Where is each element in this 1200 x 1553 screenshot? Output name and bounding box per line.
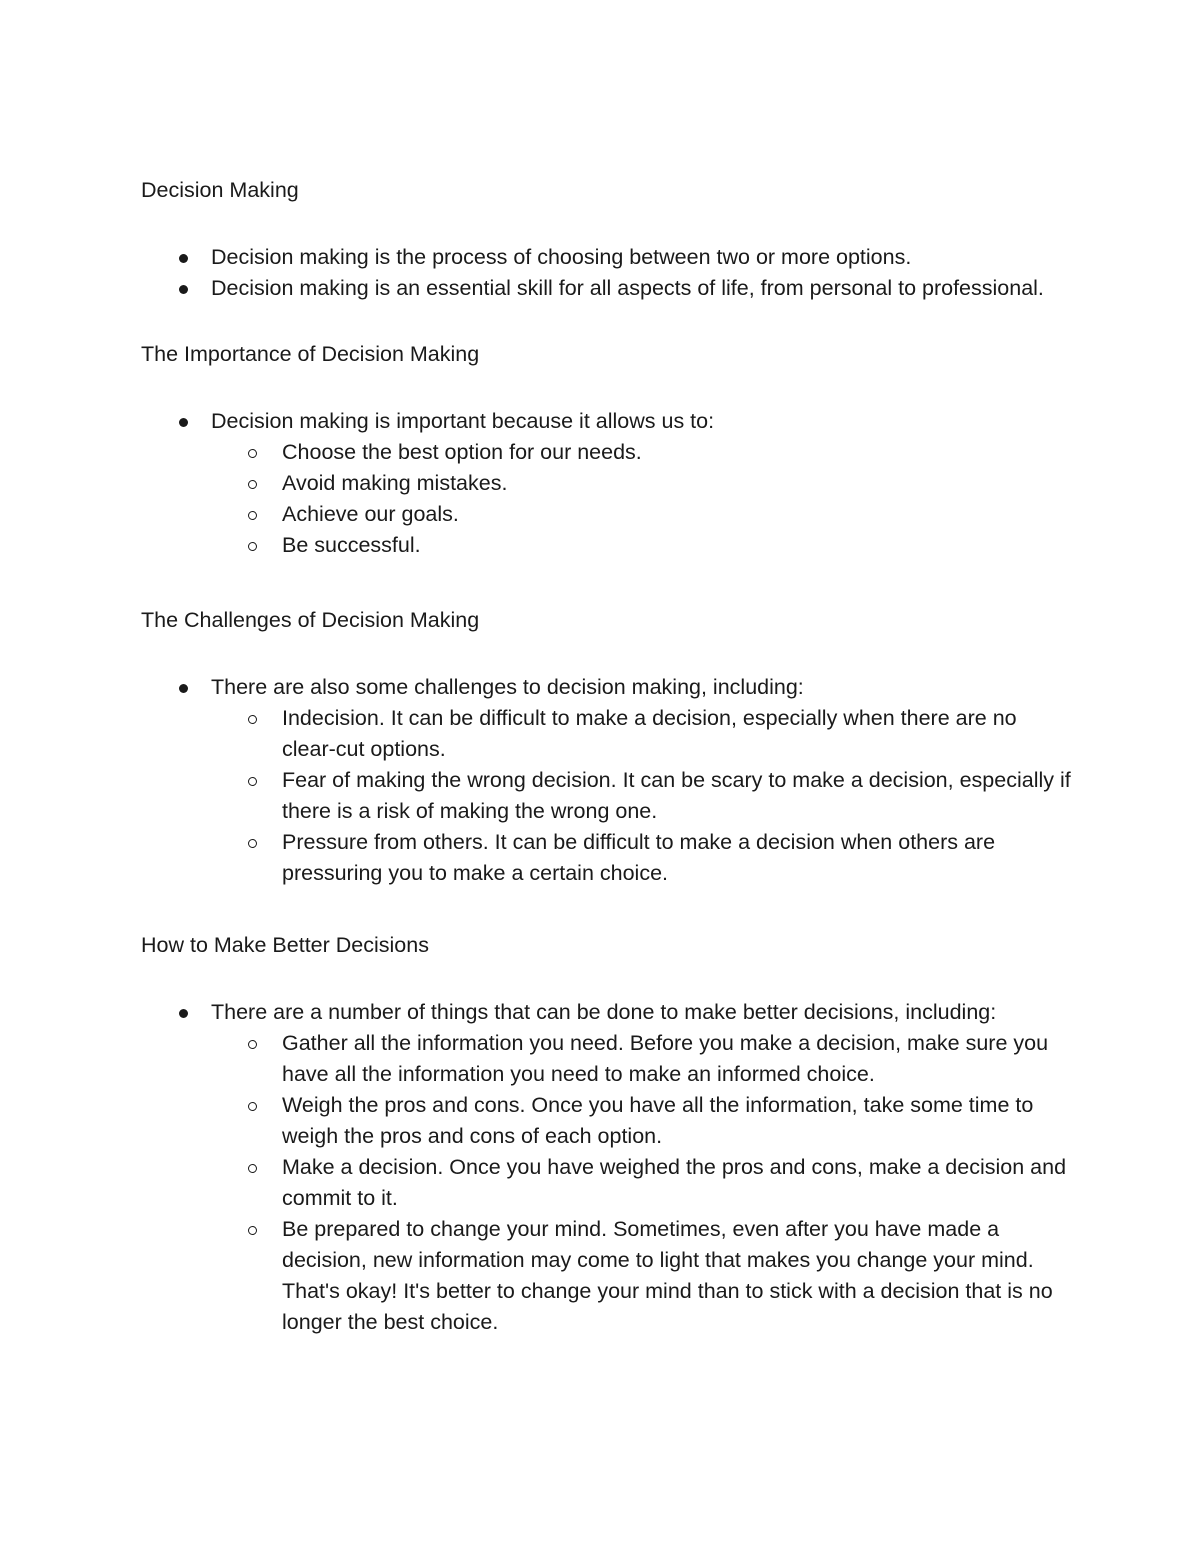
hollow-bullet-icon: [248, 839, 257, 848]
hollow-bullet-icon: [248, 1102, 257, 1111]
sub-list-item: [282, 1028, 1071, 1090]
sub-list-item-text: Be prepared to change your mind. Sometimes, even after you have made a decision, new information may come to light that makes you change your mind. That's okay! It's better to change your mind than to stick with a decision that is no longer the best choice.: [282, 1217, 1053, 1334]
sub-bullet-list: [211, 1028, 1071, 1338]
hollow-bullet-icon: [248, 480, 257, 489]
list-item-text: Decision making is important because it allows us to:: [211, 409, 715, 433]
sub-list-item-text: Fear of making the wrong decision. It can be scary to make a decision, especially if there is a risk of making the wrong one.: [282, 768, 1071, 823]
sub-list-item-text: Be successful.: [282, 533, 421, 557]
bullet-list: [141, 672, 1071, 889]
sub-list-item: [282, 468, 1071, 499]
hollow-bullet-icon: [248, 1226, 257, 1235]
sub-list-item: [282, 1152, 1071, 1214]
sub-list-item-text: Choose the best option for our needs.: [282, 440, 642, 464]
sub-list-item: [282, 499, 1071, 530]
list-item: [211, 242, 1071, 273]
sub-list-item: [282, 703, 1071, 765]
hollow-bullet-icon: [248, 715, 257, 724]
bullet-list: [141, 997, 1071, 1338]
sub-list-item-text: Avoid making mistakes.: [282, 471, 508, 495]
sub-list-item-text: Indecision. It can be difficult to make a decision, especially when there are no clear-cut options.: [282, 706, 1017, 761]
document-page: [141, 175, 1071, 1338]
list-item: [211, 672, 1071, 889]
sub-list-item: [282, 1090, 1071, 1152]
hollow-bullet-icon: [248, 777, 257, 786]
filled-bullet-icon: [179, 418, 188, 427]
section-heading-challenges: The Challenges of Decision Making: [141, 608, 480, 632]
section-heading-decision-making: Decision Making: [141, 178, 299, 202]
filled-bullet-icon: [179, 1009, 188, 1018]
list-item-text: There are also some challenges to decision making, including:: [211, 675, 804, 699]
filled-bullet-icon: [179, 254, 188, 263]
filled-bullet-icon: [179, 285, 188, 294]
sub-list-item-text: Gather all the information you need. Before you make a decision, make sure you have all the information you need to make an informed choice.: [282, 1031, 1049, 1086]
bullet-list: [141, 242, 1071, 304]
hollow-bullet-icon: [248, 542, 257, 551]
bullet-list: [141, 406, 1071, 561]
hollow-bullet-icon: [248, 1164, 257, 1173]
sub-bullet-list: [211, 703, 1071, 889]
sub-list-item-text: Weigh the pros and cons. Once you have all the information, take some time to weigh the pros and cons of each option.: [282, 1093, 1034, 1148]
section-heading-importance: The Importance of Decision Making: [141, 342, 480, 366]
list-item: [211, 406, 1071, 561]
sub-list-item: [282, 1214, 1071, 1338]
sub-list-item-text: Pressure from others. It can be difficult to make a decision when others are pressuring you to make a certain choice.: [282, 830, 996, 885]
filled-bullet-icon: [179, 684, 188, 693]
section-heading-better-decisions: How to Make Better Decisions: [141, 933, 429, 957]
sub-list-item: [282, 437, 1071, 468]
sub-bullet-list: [211, 437, 1071, 561]
hollow-bullet-icon: [248, 1040, 257, 1049]
sub-list-item: [282, 530, 1071, 561]
sub-list-item: [282, 765, 1071, 827]
sub-list-item-text: Make a decision. Once you have weighed the pros and cons, make a decision and commit to it.: [282, 1155, 1067, 1210]
list-item-text: Decision making is the process of choosing between two or more options.: [211, 245, 912, 269]
list-item: [211, 997, 1071, 1338]
sub-list-item: [282, 827, 1071, 889]
list-item-text: There are a number of things that can be done to make better decisions, including:: [211, 1000, 997, 1024]
hollow-bullet-icon: [248, 511, 257, 520]
hollow-bullet-icon: [248, 449, 257, 458]
list-item-text: Decision making is an essential skill for all aspects of life, from personal to professional.: [211, 276, 1044, 300]
sub-list-item-text: Achieve our goals.: [282, 502, 459, 526]
list-item: [211, 273, 1071, 304]
